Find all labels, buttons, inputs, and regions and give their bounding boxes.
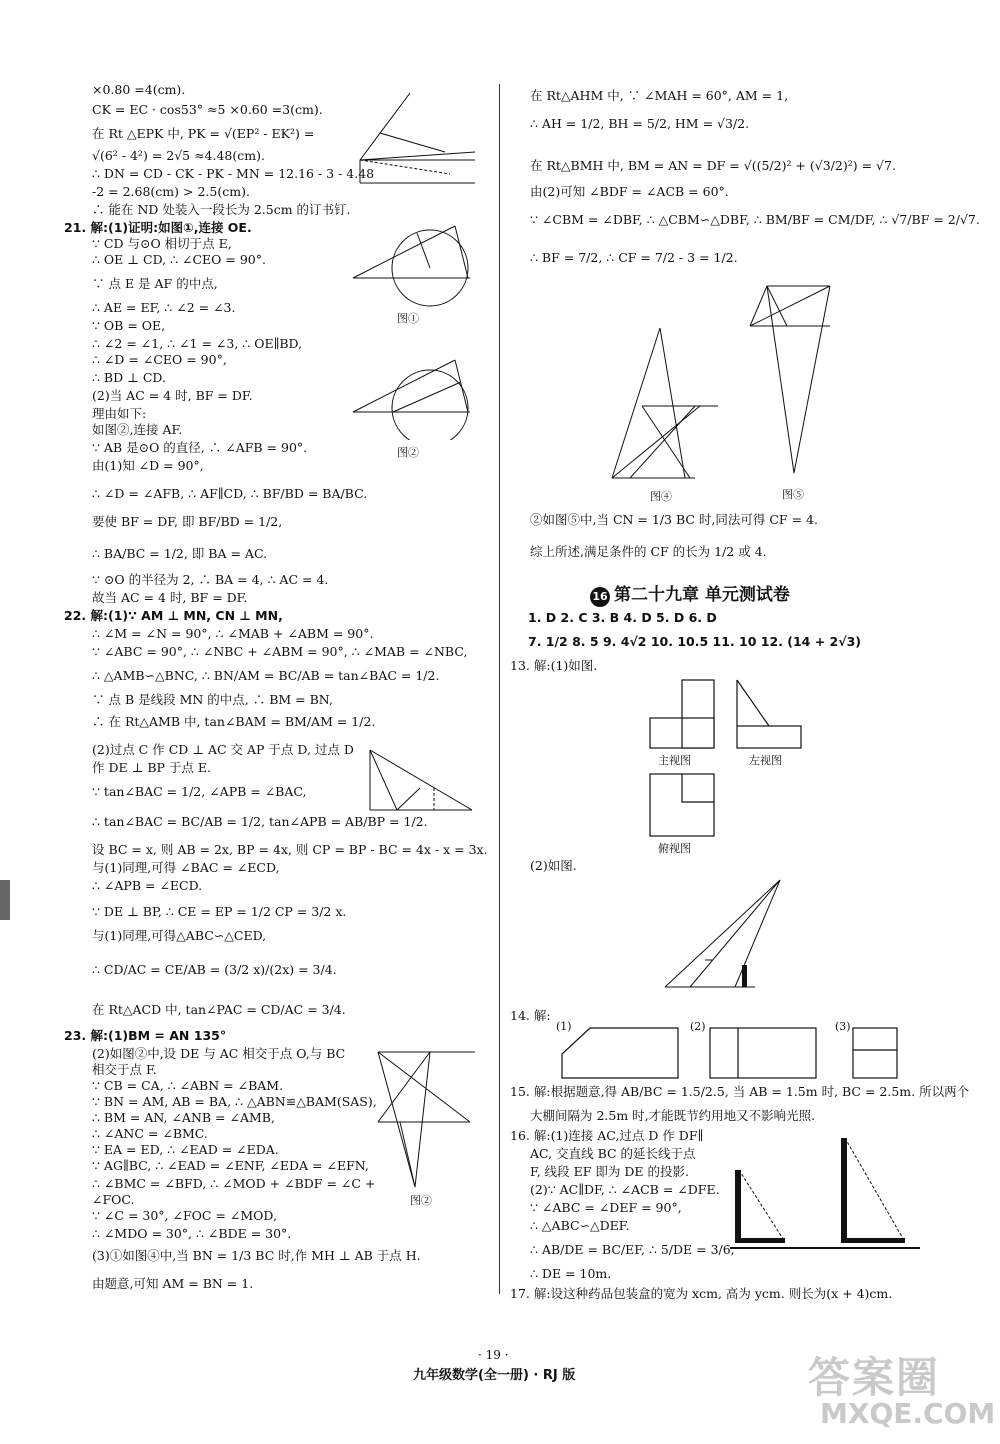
text-line: ∵ ∠ABC = 90°, ∴ ∠NBC + ∠ABM = 90°, ∴ ∠MAB = ∠NBC, [92,644,468,659]
text-line: 在 Rt △EPK 中, PK = √(EP² - EK²) = [92,126,315,141]
text-line: ∵ ∠CBM = ∠DBF, ∴ △CBM∽△DBF, ∴ BM/BF = CM/DF, ∴ √7/BF = 2/√7. [530,212,980,227]
text-line: 作 DE ⊥ BP 于点 E. [92,760,211,775]
text-line: ∴ DN = CD - CK - PK - MN = 12.16 - 3 - 4.48 [92,166,375,181]
chapter-badge: 16 [590,587,610,607]
text-line: ∴ OE ⊥ CD, ∴ ∠CEO = 90°. [92,252,266,267]
text-line: ∴ BM = AN, ∠ANB = ∠AMB, [92,1110,275,1125]
text-line: (2)如图. [530,858,577,873]
left-view-label: 左视图 [749,754,782,767]
text-line: (2)过点 C 作 CD ⊥ AC 交 AP 于点 D, 过点 D [92,742,354,757]
chapter-heading [590,580,790,607]
watermark-url: MXQE.COM [820,1397,996,1430]
main-view-label: 主视图 [658,754,691,767]
top-view-label: 俯视图 [658,842,691,855]
figure-1-caption: 图① [397,312,419,325]
text-line: 理由如下: [92,406,147,421]
answers-1-6: 1. D 2. C 3. B 4. D 5. D 6. D [528,610,717,625]
question-22: 22. 解:(1)∵ AM ⊥ MN, CN ⊥ MN, [64,608,283,623]
question-17: 17. 解:设这种药品包装盒的宽为 xcm, 高为 ycm. 则长为(x + 4)cm. [510,1286,893,1301]
text-line: ∠FOC. [92,1192,135,1207]
text-line: ∴ ∠D = ∠CEO = 90°, [92,352,227,367]
figure-2-caption: 图② [397,446,419,459]
figure-2-circle [345,350,485,459]
text-line: ∵ EA = ED, ∴ ∠EAD = ∠EDA. [92,1142,279,1157]
text-line: ∵ ⊙O 的半径为 2, ∴ BA = 4, ∴ AC = 4. [92,572,329,587]
text-line: ∴ tan∠BAC = BC/AB = 1/2, tan∠APB = AB/BP = 1/2. [92,814,428,829]
text-line: ∵ ∠ABC = ∠DEF = 90°, [530,1200,682,1215]
text-line: CK = EC · cos53° ≈5 ×0.60 =3(cm). [92,102,323,117]
stapler-diagram [350,88,480,198]
text-line: ∴ △AMB∽△BNC, ∴ BN/AM = BC/AB = tan∠BAC = 1/2. [92,668,440,683]
text-line: 要使 BF = DF, 即 BF/BD = 1/2, [92,514,283,529]
text-line: F, 线段 EF 即为 DE 的投影. [530,1164,689,1179]
text-line: ∴ AE = EF, ∴ ∠2 = ∠3. [92,300,236,315]
question-14: 14. 解: [510,1008,551,1023]
q14-label-2: (2) [690,1020,706,1033]
text-line: ∴ ∠2 = ∠1, ∴ ∠1 = ∠3, ∴ OE∥BD, [92,336,303,351]
text-line: ∴ AB/DE = BC/EF, ∴ 5/DE = 3/6, [530,1242,735,1257]
figure-5 [742,278,847,501]
shadow-projection-diagram [725,1130,925,1255]
text-line: (2)当 AC = 4 时, BF = DF. [92,388,253,403]
text-line: ∴ △ABC∽△DEF. [530,1218,630,1233]
text-line: 故当 AC = 4 时, BF = DF. [92,590,248,605]
text-line: 由(1)知 ∠D = 90°, [92,458,204,473]
question-15: 15. 解:根据题意,得 AB/BC = 1.5/2.5, 当 AB = 1.5m 时, BC = 2.5m. 所以两个 [510,1084,970,1099]
text-line: 与(1)同理,可得△ABC∽△CED, [92,928,267,943]
text-line: 大棚间隔为 2.5m 时,才能既节约用地又不影响光照. [530,1108,816,1123]
text-line: ∴ ∠MDO = 30°, ∴ ∠BDE = 30°. [92,1226,292,1241]
text-line: 在 Rt△ACD 中, tan∠PAC = CD/AC = 3/4. [92,1002,346,1017]
figure-5-caption: 图⑤ [782,488,804,501]
text-line: 综上所述,满足条件的 CF 的长为 1/2 或 4. [530,544,767,559]
text-line: ∵ OB = OE, [92,318,166,333]
text-line: 设 BC = x, 则 AB = 2x, BP = 4x, 则 CP = BP - BC = 4x - x = 3x. [92,842,488,857]
text-line: 如图②,连接 AF. [92,422,183,437]
text-line: 与(1)同理,可得 ∠BAC = ∠ECD, [92,860,280,875]
text-line: ∴ BD ⊥ CD. [92,370,166,385]
answers-7-12: 7. 1/2 8. 5 9. 4√2 10. 10.5 11. 10 12. (14 + 2√3) [528,634,861,649]
text-line: ∵ CD 与⊙O 相切于点 E, [92,236,232,251]
page-number: · 19 · [478,1348,509,1362]
text-line: 相交于点 F. [92,1062,157,1077]
figure-1-circle [345,218,485,325]
q14-label-1: (1) [556,1020,572,1033]
figure-4-caption: 图④ [650,490,672,503]
question-16: 16. 解:(1)连接 AC,过点 D 作 DF∥ [510,1128,704,1143]
text-line: ∴ BA/BC = 1/2, 即 BA = AC. [92,546,268,561]
text-line: √(6² - 4²) = 2√5 ≈4.48(cm). [92,148,265,163]
text-line: ∴ ∠D = ∠AFB, ∴ AF∥CD, ∴ BF/BD = BA/BC. [92,486,368,501]
top-view [648,772,718,855]
text-line: -2 = 2.68(cm) > 2.5(cm). [92,184,250,199]
text-line: ×0.80 =4(cm). [92,82,186,97]
question-23: 23. 解:(1)BM = AN 135° [64,1028,227,1043]
question-21: 21. 解:(1)证明:如图①,连接 OE. [64,220,252,235]
text-line: ∵ AG∥BC, ∴ ∠EAD = ∠ENF, ∠EDA = ∠EFN, [92,1158,369,1173]
text-line: ∵ 点 E 是 AF 的中点, [92,276,218,291]
text-line: ∵ 点 B 是线段 MN 的中点, ∴ BM = BN, [92,692,333,707]
text-line: ∴ ∠M = ∠N = 90°, ∴ ∠MAB + ∠ABM = 90°. [92,626,374,641]
watermark-text: 答案圈 [808,1353,941,1402]
text-line: (2)如图②中,设 DE 与 AC 相交于点 O,与 BC [92,1046,346,1061]
text-line: ∴ 能在 ND 处装入一段长为 2.5cm 的订书钉. [92,202,351,217]
text-line: ∴ ∠BMC = ∠BFD, ∴ ∠MOD + ∠BDF = ∠C + [92,1176,376,1191]
triangle-diagram [362,740,477,820]
text-line: ∴ ∠ANC = ∠BMC. [92,1126,208,1141]
text-line: ∴ AH = 1/2, BH = 5/2, HM = √3/2. [530,116,750,131]
text-line: ∵ BN = AM, AB = BA, ∴ △ABN≌△BAM(SAS), [92,1094,377,1109]
figure-2b-caption: 图② [410,1194,432,1207]
chapter-title: 第二十九章 单元测试卷 [614,585,790,605]
text-line: AC, 交直线 BC 的延长线于点 [530,1146,696,1161]
text-line: ∴ 在 Rt△AMB 中, tan∠BAM = BM/AM = 1/2. [92,714,376,729]
text-line: (3)①如图④中,当 BN = 1/3 BC 时,作 MH ⊥ AB 于点 H. [92,1248,421,1263]
main-view [648,678,718,767]
figure-4 [600,318,725,503]
question-13: 13. 解:(1)如图. [510,658,598,673]
text-line: 在 Rt△BMH 中, BM = AN = DF = √((5/2)² + (√3/2)²) = √7. [530,158,896,173]
text-line: ∵ tan∠BAC = 1/2, ∠APB = ∠BAC, [92,784,307,799]
text-line: ∴ CD/AC = CE/AB = (3/2 x)/(2x) = 3/4. [92,962,337,977]
text-line: ∴ DE = 10m. [530,1266,612,1281]
text-line: 由(2)可知 ∠BDF = ∠ACB = 60°. [530,184,729,199]
left-view [735,678,805,767]
text-line: ∵ AB 是⊙O 的直径, ∴ ∠AFB = 90°. [92,440,308,455]
text-line: ②如图⑤中,当 CN = 1/3 BC 时,同法可得 CF = 4. [530,512,818,527]
text-line: ∵ DE ⊥ BP, ∴ CE = EP = 1/2 CP = 3/2 x. [92,904,347,919]
watermark-logo [800,1345,996,1440]
text-line: ∵ CB = CA, ∴ ∠ABN = ∠BAM. [92,1078,284,1093]
text-line: (2)∵ AC∥DF, ∴ ∠ACB = ∠DFE. [530,1182,720,1197]
text-line: ∴ ∠APB = ∠ECD. [92,878,203,893]
book-title: 九年级数学(全一册) · RJ 版 [413,1368,576,1383]
figure-2-star [370,1042,485,1207]
column-divider [499,84,500,1294]
text-line: ∵ ∠C = 30°, ∠FOC = ∠MOD, [92,1208,277,1223]
scan-edge-mark [0,880,10,920]
text-line: ∴ BF = 7/2, ∴ CF = 7/2 - 3 = 1/2. [530,250,738,265]
q14-label-3: (3) [835,1020,851,1033]
text-line: 由题意,可知 AM = BN = 1. [92,1276,254,1291]
text-line: 在 Rt△AHM 中, ∵ ∠MAH = 60°, AM = 1, [530,88,789,103]
light-source-diagram [660,875,790,1000]
